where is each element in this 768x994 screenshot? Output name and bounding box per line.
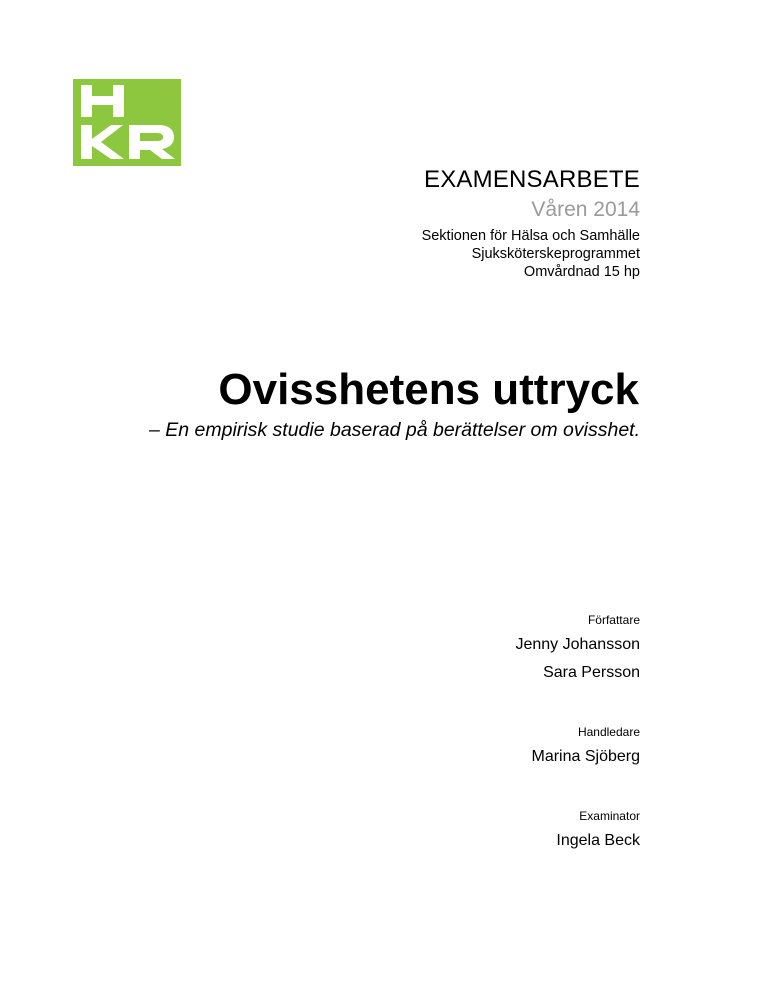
department-info <box>422 227 640 281</box>
thesis-subtitle: – En empirisk studie baserad på berättelser om ovisshet. <box>149 419 640 441</box>
author-name: Jenny Johansson <box>515 636 640 653</box>
supervisor-name: Marina Sjöberg <box>531 748 640 765</box>
hkr-logo <box>73 79 181 166</box>
examiner-label: Examinator <box>579 809 640 823</box>
program-name: Sjuksköterskeprogrammet <box>471 246 640 262</box>
thesis-title: Ovisshetens uttryck <box>218 365 639 414</box>
supervisor-label: Handledare <box>577 725 640 739</box>
authors-label: Författare <box>587 613 640 627</box>
term: Våren 2014 <box>531 198 640 221</box>
course-name: Omvårdnad 15 hp <box>523 264 640 280</box>
section-name: Sektionen för Hälsa och Samhälle <box>421 228 640 244</box>
author-name: Sara Persson <box>543 664 640 681</box>
document-type: EXAMENSARBETE <box>424 166 640 193</box>
examiner-name: Ingela Beck <box>556 832 640 849</box>
